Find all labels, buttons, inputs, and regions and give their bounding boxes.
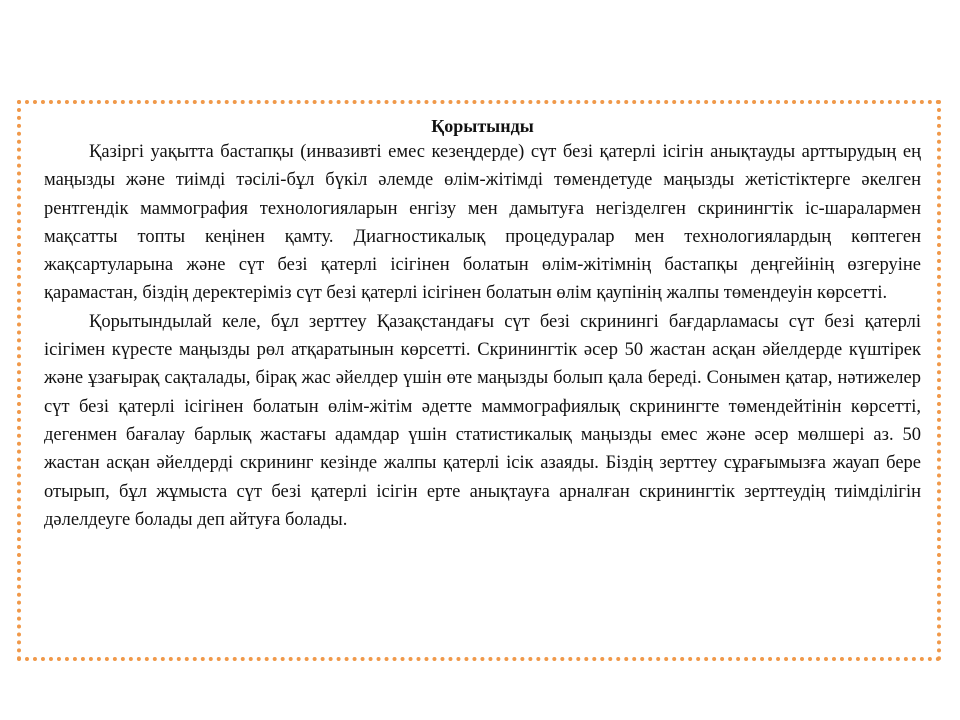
conclusion-frame [17, 100, 941, 661]
paragraph-2: Қорытындылай келе, бұл зерттеу Қазақстандағы сүт безі скринингі бағдарламасы сүт безі қатерлі ісігімен күресте маңызды рөл атқаратынын көрсетті. Скринингтік әсер 50 жастан асқан әйелдерде күштірек және ұзағырақ сақталады, бірақ жас әйелдер үшін өте маңызды болып қала береді. Сонымен қатар, нәтижелер сүт безі қатерлі ісігінен болатын өлім-жітім әдетте маммографиялық скринингте төмендейтінін көрсетті, дегенмен бағалау барлық жастағы адамдар үшін статистикалық маңызды емес және әсер мөлшері аз. 50 жастан асқан әйелдерді скрининг кезінде жалпы қатерлі ісік азаяды. Біздің зерттеу сұрағымызға жауап бере отырып, бұл жұмыста сүт безі қатерлі ісігін ерте анықтауға арналған скринингтік зерттеудің тиімділігін дәлелдеуге болады деп айтуға болады. [44, 311, 921, 530]
section-title: Қорытынды [431, 116, 534, 136]
paragraph-1: Қазіргі уақытта бастапқы (инвазивті емес кезеңдерде) сүт безі қатерлі ісігін анықтауды арттырудың ең маңызды және тиімді тәсілі-бұл бүкіл әлемде өлім-жітімді төмендетуде маңызды жетістіктерге әкелген рентгендік маммография технологияларын енгізу мен дамытуға негізделген скринингтік іс-шаралармен мақсатты топты кеңінен қамту. Диагностикалық процедуралар мен технологиялардың көптеген жақсартуларына және сүт безі қатерлі ісігінен болатын өлім-жітімнің бастапқы деңгейінің өзгеруіне қарамастан, біздің деректеріміз сүт безі қатерлі ісігінен болатын өлім қаупінің жалпы төмендеуін көрсетті. [44, 142, 921, 304]
